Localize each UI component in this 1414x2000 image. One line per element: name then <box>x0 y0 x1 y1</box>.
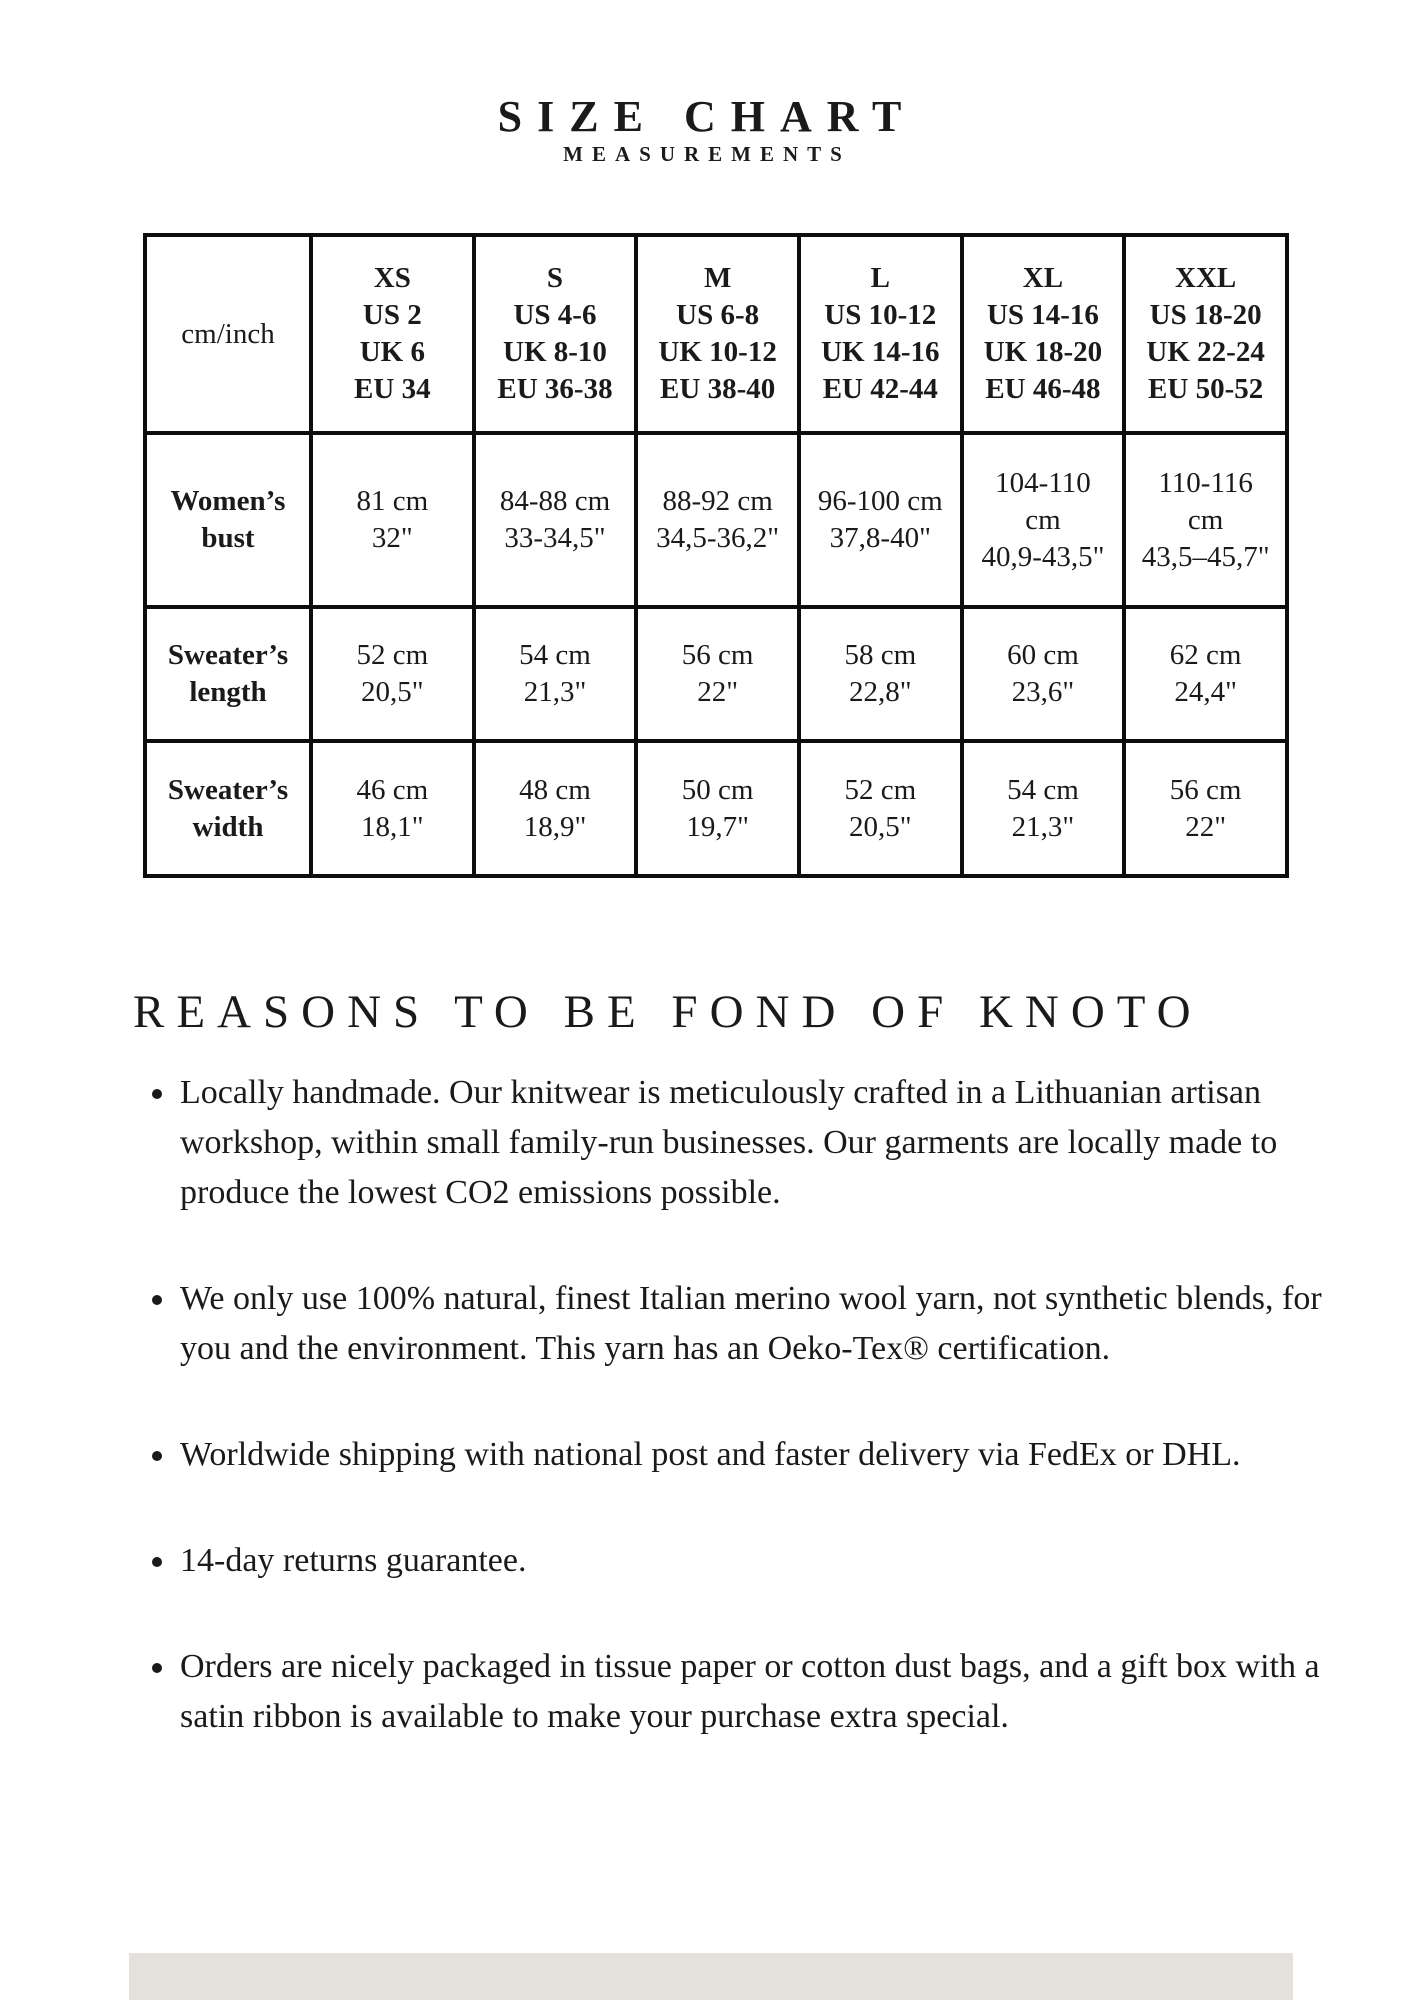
size-label: XS <box>373 262 411 294</box>
inch-value: 33-34,5" <box>504 522 606 554</box>
eu-size: EU 42-44 <box>822 373 938 405</box>
width-cell-m <box>636 741 799 876</box>
eu-size: EU 36-38 <box>497 373 613 405</box>
inch-value: 20,5" <box>361 676 424 708</box>
inch-value: 19,7" <box>686 810 749 843</box>
row-label-sweaters-length <box>145 607 311 741</box>
width-cell-xl <box>962 741 1125 876</box>
size-chart-table <box>143 233 1289 878</box>
column-header-xs <box>311 235 474 433</box>
reasons-list <box>133 1068 1370 1798</box>
cm-value: 60 cm <box>1007 639 1079 671</box>
inch-value: 22,8" <box>849 676 912 708</box>
inch-value: 22" <box>697 676 739 708</box>
us-size: US 10-12 <box>824 299 937 331</box>
unit-label-cell <box>145 235 311 433</box>
size-label: S <box>546 262 564 294</box>
inch-value: 20,5" <box>849 810 912 843</box>
uk-size: UK 8-10 <box>503 336 607 368</box>
reason-item-packaging: • Orders are nicely packaged in tissue paper or cotton dust bags, and a gift box with a satin ribbon is available to make your purchase extra special. <box>178 1642 1370 1742</box>
eu-size: EU 50-52 <box>1148 373 1264 405</box>
cm-value: 54 cm <box>1007 773 1079 806</box>
cm-value: 104-110 cm <box>995 466 1091 536</box>
inch-value: 34,5-36,2" <box>656 522 780 554</box>
cm-value: 52 cm <box>356 639 429 671</box>
inch-value: 24,4" <box>1174 676 1237 708</box>
column-header-xl <box>962 235 1125 433</box>
unit-label: cm/inch <box>181 317 275 350</box>
cm-value: 110-116 cm <box>1158 466 1253 536</box>
cm-value: 58 cm <box>844 639 917 671</box>
eu-size: EU 38-40 <box>660 373 776 405</box>
inch-value: 21,3" <box>1011 810 1075 843</box>
inch-value: 23,6" <box>1011 676 1075 708</box>
us-size: US 14-16 <box>986 299 1099 331</box>
length-cell-xl <box>962 607 1125 741</box>
inch-value: 21,3" <box>523 676 587 708</box>
row-label: Women’s bust <box>170 485 286 554</box>
table-header-row <box>145 235 1287 433</box>
us-size: US 4-6 <box>513 299 597 331</box>
eu-size: EU 46-48 <box>985 373 1101 405</box>
reason-item-locally-handmade: • Locally handmade. Our knitwear is meticulously crafted in a Lithuanian artisan workshop, within small family-run businesses. Our garments are locally made to produce the lowest CO2 emissions possible. <box>178 1068 1370 1218</box>
column-header-s <box>474 235 637 433</box>
cm-value: 96-100 cm <box>817 485 943 517</box>
uk-size: UK 6 <box>359 336 425 368</box>
length-cell-m <box>636 607 799 741</box>
table-row-womens-bust <box>145 433 1287 607</box>
inch-value: 18,9" <box>523 810 587 843</box>
length-cell-l <box>799 607 962 741</box>
us-size: US 6-8 <box>676 299 760 331</box>
width-cell-xxl <box>1124 741 1287 876</box>
length-cell-xs <box>311 607 474 741</box>
cm-value: 48 cm <box>519 773 591 806</box>
reason-item-returns-guarantee: • 14-day returns guarantee. <box>178 1536 1370 1586</box>
uk-size: UK 14-16 <box>821 336 940 368</box>
size-label: L <box>870 262 890 294</box>
bust-cell-s <box>474 433 637 607</box>
bust-cell-l <box>799 433 962 607</box>
column-header-xxl <box>1124 235 1287 433</box>
page-title: SIZE CHART <box>497 92 917 142</box>
cm-value: 52 cm <box>844 773 917 806</box>
row-label-womens-bust <box>145 433 311 607</box>
cm-value: 62 cm <box>1169 639 1242 671</box>
size-label: M <box>703 262 732 294</box>
uk-size: UK 18-20 <box>983 336 1103 368</box>
width-cell-s <box>474 741 637 876</box>
size-label: XL <box>1022 262 1064 294</box>
cm-value: 84-88 cm <box>499 485 611 517</box>
inch-value: 37,8-40" <box>829 522 931 554</box>
row-label-sweaters-width <box>145 741 311 876</box>
uk-size: UK 22-24 <box>1146 336 1265 368</box>
eu-size: EU 34 <box>354 373 431 405</box>
column-header-m <box>636 235 799 433</box>
page-subtitle: MEASUREMENTS <box>563 142 851 166</box>
column-header-l <box>799 235 962 433</box>
length-cell-s <box>474 607 637 741</box>
inch-value: 40,9-43,5" <box>981 540 1105 573</box>
table-row-sweaters-length <box>145 607 1287 741</box>
cm-value: 81 cm <box>356 485 429 517</box>
bust-cell-xs <box>311 433 474 607</box>
inch-value: 43,5–45,7" <box>1141 540 1270 573</box>
bust-cell-xxl <box>1124 433 1287 607</box>
cm-value: 54 cm <box>519 639 591 671</box>
inch-value: 32" <box>371 522 413 554</box>
width-cell-xs <box>311 741 474 876</box>
cm-value: 56 cm <box>681 639 754 671</box>
cm-value: 56 cm <box>1169 773 1242 806</box>
inch-value: 18,1" <box>361 810 424 843</box>
width-cell-l <box>799 741 962 876</box>
reason-item-natural-wool: • We only use 100% natural, finest Italian merino wool yarn, not synthetic blends, for you and the environment. This yarn has an Oeko-Tex® certification. <box>178 1274 1370 1374</box>
inch-value: 22" <box>1185 810 1227 843</box>
row-label: Sweater’s width <box>167 773 289 843</box>
cm-value: 46 cm <box>356 773 429 806</box>
row-label: Sweater’s length <box>167 639 289 708</box>
reason-item-worldwide-shipping: • Worldwide shipping with national post and faster delivery via FedEx or DHL. <box>178 1430 1370 1480</box>
cm-value: 88-92 cm <box>662 485 773 517</box>
reasons-heading: REASONS TO BE FOND OF KNOTO <box>133 986 1203 1038</box>
us-size: US 2 <box>362 299 422 331</box>
table-row-sweaters-width <box>145 741 1287 876</box>
length-cell-xxl <box>1124 607 1287 741</box>
bust-cell-m <box>636 433 799 607</box>
footer-band <box>129 1953 1293 2000</box>
us-size: US 18-20 <box>1149 299 1262 331</box>
cm-value: 50 cm <box>681 773 754 806</box>
size-label: XXL <box>1175 262 1237 294</box>
bust-cell-xl <box>962 433 1125 607</box>
uk-size: UK 10-12 <box>658 336 777 368</box>
